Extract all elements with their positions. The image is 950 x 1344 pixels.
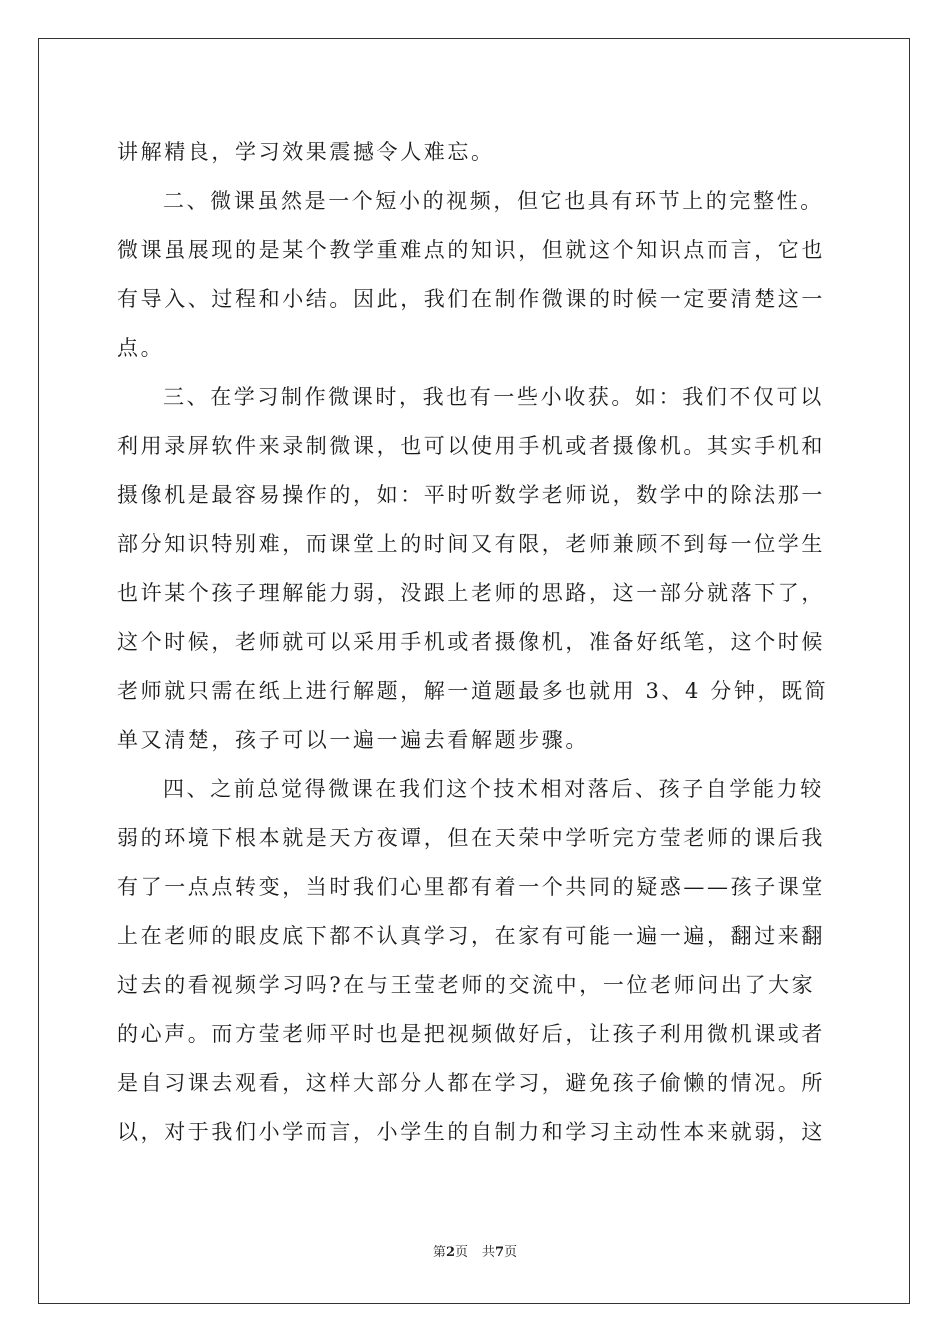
text-line: 部分知识特别难，而课堂上的时间又有限，老师兼顾不到每一位学生 xyxy=(117,532,825,556)
text-line: 弱的环境下根本就是天方夜谭，但在天荣中学听完方莹老师的课后我 xyxy=(117,826,825,850)
text-line: 是自习课去观看，这样大部分人都在学习，避免孩子偷懒的情况。所 xyxy=(117,1071,825,1095)
text-line: 过去的看视频学习吗?在与王莹老师的交流中，一位老师问出了大家 xyxy=(117,973,816,997)
text-line: 利用录屏软件来录制微课，也可以使用手机或者摄像机。其实手机和 xyxy=(117,434,825,458)
text-line: 上在老师的眼皮底下都不认真学习，在家有可能一遍一遍，翻过来翻 xyxy=(117,924,825,948)
footer-page-number: 2 xyxy=(445,1245,455,1260)
text-line: 四、之前总觉得微课在我们这个技术相对落后、孩子自学能力较 xyxy=(163,777,824,801)
text-line: 微课虽展现的是某个教学重难点的知识，但就这个知识点而言，它也 xyxy=(117,238,825,262)
text-line: 有导入、过程和小结。因此，我们在制作微课的时候一定要清楚这一 xyxy=(117,287,825,311)
text-line: 三、在学习制作微课时，我也有一些小收获。如：我们不仅可以 xyxy=(163,385,824,409)
text-line: 的心声。而方莹老师平时也是把视频做好后，让孩子利用微机课或者 xyxy=(117,1022,825,1046)
text-line: 也许某个孩子理解能力弱，没跟上老师的思路，这一部分就落下了， xyxy=(117,581,825,605)
text-line: 这个时候，老师就可以采用手机或者摄像机，准备好纸笔，这个时候 xyxy=(117,630,825,654)
footer-total-pages: 7 xyxy=(495,1245,505,1260)
page-footer xyxy=(0,1244,950,1262)
text-line: 二、微课虽然是一个短小的视频，但它也具有环节上的完整性。 xyxy=(163,189,824,213)
text-line: 讲解精良，学习效果震撼令人难忘。 xyxy=(117,140,495,164)
text-line: 点。 xyxy=(117,336,165,360)
document-body xyxy=(117,128,833,1157)
text-line: 单又清楚，孩子可以一遍一遍去看解题步骤。 xyxy=(117,728,589,752)
footer-total-suffix: 页 xyxy=(504,1245,518,1260)
footer-page-prefix: 第 xyxy=(432,1245,446,1260)
footer-page-suffix: 页 xyxy=(454,1245,468,1260)
text-line: 以，对于我们小学而言，小学生的自制力和学习主动性本来就弱，这 xyxy=(117,1120,825,1144)
text-line: 有了一点点转变，当时我们心里都有着一个共同的疑惑——孩子课堂 xyxy=(117,875,825,899)
text-line: 老师就只需在纸上进行解题，解一道题最多也就用 3、4 分钟，既简 xyxy=(117,679,829,703)
footer-total-prefix: 共 xyxy=(482,1245,496,1260)
text-line: 摄像机是最容易操作的，如：平时听数学老师说，数学中的除法那一 xyxy=(117,483,825,507)
